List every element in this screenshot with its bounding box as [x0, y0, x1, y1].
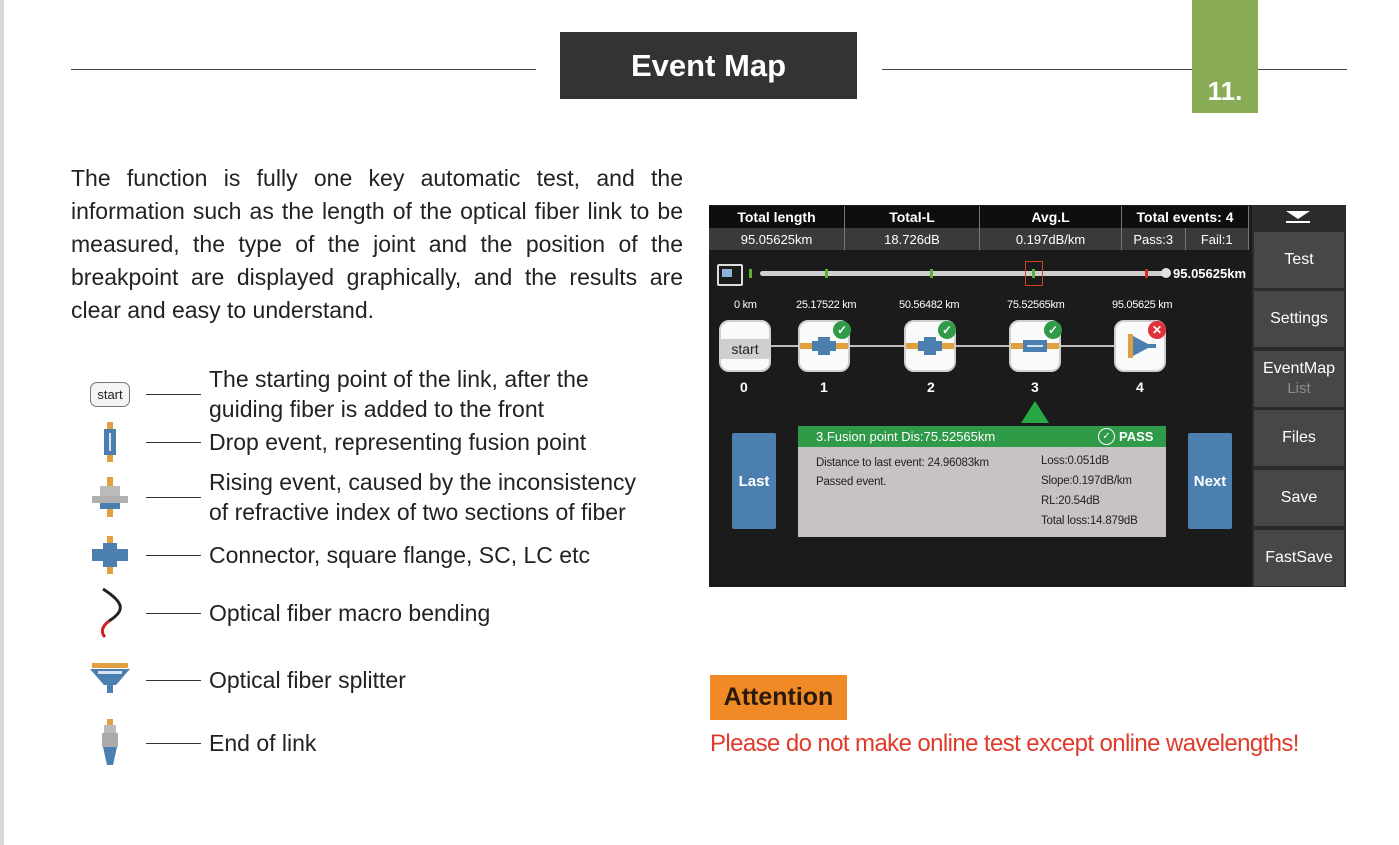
- trace-event-marker: [825, 269, 828, 278]
- summary-header-avg-loss: Avg.L: [980, 206, 1122, 228]
- event-start[interactable]: [719, 320, 771, 372]
- header-rule-left: [71, 69, 536, 70]
- summary-header-total-events: Total events: 4: [1122, 206, 1249, 228]
- page-title: Event Map: [560, 32, 857, 99]
- legend-item-rising-event: [86, 467, 636, 527]
- event-detail-title: 3.Fusion point Dis:75.52565km: [816, 429, 996, 444]
- legend-text: Connector, square flange, SC, LC etc: [209, 542, 590, 568]
- event-detail-header: [798, 426, 1166, 447]
- summary-value-total-loss: 18.726dB: [845, 228, 980, 250]
- legend-item-drop-event: [86, 422, 586, 462]
- legend-item-connector: [86, 536, 590, 574]
- event-detail-panel: [798, 447, 1166, 537]
- legend-text: End of link: [209, 730, 317, 756]
- summary-pass-count: Pass:3: [1122, 228, 1186, 250]
- legend-connector-line: [146, 442, 201, 443]
- summary-header-total-loss: Total-L: [845, 206, 980, 228]
- legend-text: Rising event, caused by the inconsistency of refractive index of two sections of fiber: [209, 469, 637, 525]
- macro-bending-icon: [86, 587, 134, 639]
- header-rule-right: [882, 69, 1347, 70]
- event-index-0: 0: [740, 379, 748, 395]
- event-distance-2: 50.56482 km: [899, 299, 960, 311]
- summary-table: [709, 206, 1249, 250]
- legend-text: Optical fiber splitter: [209, 667, 406, 693]
- drop-event-icon: [86, 422, 134, 462]
- trace-event-marker: [1145, 269, 1148, 278]
- trace-end-dot: [1161, 268, 1171, 278]
- detail-distance-to-last: Distance to last event: 24.96083km: [816, 457, 989, 469]
- attention-label: Attention: [710, 675, 847, 720]
- event-detail-status: PASS: [1119, 429, 1154, 444]
- next-button[interactable]: Next: [1188, 433, 1232, 529]
- event-distance-3: 75.52565km: [1007, 299, 1065, 311]
- pass-check-icon: ✓: [1044, 321, 1062, 339]
- summary-fail-count: Fail:1: [1200, 231, 1233, 247]
- page-number-tab: 11.: [1192, 0, 1258, 113]
- page-left-border: [0, 0, 4, 845]
- legend-item-macro-bending: [86, 587, 490, 639]
- legend-connector-line: [146, 743, 201, 744]
- otdr-device-icon: [717, 264, 743, 286]
- warning-text: Please do not make online test except online wavelengths!: [710, 730, 1299, 757]
- summary-value-total-length: 95.05625km: [709, 228, 845, 250]
- trace-event-marker: [749, 269, 752, 278]
- connector-icon: [800, 336, 848, 356]
- legend-text: The starting point of the link, after the guiding fiber is added to the front: [209, 366, 589, 422]
- detail-loss: Loss:0.051dB: [1041, 455, 1109, 467]
- detail-total-loss: Total loss:14.879dB: [1041, 515, 1138, 527]
- legend-item-splitter: [86, 663, 406, 697]
- legend-connector-line: [146, 555, 201, 556]
- pass-check-icon: ✓: [833, 321, 851, 339]
- legend-text: Optical fiber macro bending: [209, 600, 491, 626]
- splitter-icon: [86, 663, 134, 697]
- summary-header-total-length: Total length: [709, 206, 845, 228]
- summary-value-avg-loss: 0.197dB/km: [980, 228, 1122, 250]
- files-button[interactable]: Files: [1254, 410, 1344, 466]
- dropdown-arrow-icon[interactable]: [1286, 211, 1310, 219]
- save-button[interactable]: Save: [1254, 470, 1344, 526]
- rising-event-icon: [86, 477, 134, 517]
- event-index-1: 1: [820, 379, 828, 395]
- legend-connector-line: [146, 613, 201, 614]
- legend-text: Drop event, representing fusion point: [209, 429, 587, 455]
- connector-icon: [86, 536, 134, 574]
- connector-icon: [906, 336, 954, 356]
- detail-result: Passed event.: [816, 476, 887, 488]
- start-label: start: [719, 339, 771, 359]
- end-of-link-icon: [86, 719, 134, 767]
- legend-connector-line: [146, 394, 201, 395]
- trace-selection-box: [1025, 261, 1043, 286]
- intro-paragraph: The function is fully one key automatic test, and the information such as the length of the optical fiber link to be measured, the type of the joint and the position of the breakpoint are displayed graphically, and the results are clear and easy to understand.: [71, 165, 683, 323]
- event-distance-4: 95.05625 km: [1112, 299, 1173, 311]
- selected-event-pointer: [1021, 401, 1049, 423]
- legend-connector-line: [146, 680, 201, 681]
- drop-event-icon: [1011, 336, 1059, 356]
- start-icon: start: [86, 382, 134, 407]
- trace-overview-bar[interactable]: [760, 271, 1165, 276]
- dropdown-line: [1286, 221, 1310, 223]
- settings-button[interactable]: Settings: [1254, 291, 1344, 347]
- trace-event-marker: [930, 269, 933, 278]
- pass-circle-icon: ✓: [1098, 428, 1115, 445]
- last-button[interactable]: Last: [732, 433, 776, 529]
- event-distance-0: 0 km: [734, 299, 757, 311]
- eventmap-button[interactable]: EventMap List: [1254, 351, 1344, 407]
- detail-slope: Slope:0.197dB/km: [1041, 475, 1132, 487]
- fastsave-button[interactable]: FastSave: [1254, 530, 1344, 586]
- pass-check-icon: ✓: [938, 321, 956, 339]
- trace-length-label: 95.05625km: [1173, 266, 1247, 281]
- event-index-2: 2: [927, 379, 935, 395]
- fail-cross-icon: ✕: [1148, 321, 1166, 339]
- event-distance-1: 25.17522 km: [796, 299, 857, 311]
- legend-connector-line: [146, 497, 201, 498]
- event-index-3: 3: [1031, 379, 1039, 395]
- detail-rl: RL:20.54dB: [1041, 495, 1100, 507]
- event-index-4: 4: [1136, 379, 1144, 395]
- test-button[interactable]: Test: [1254, 232, 1344, 288]
- legend-item-end-of-link: [86, 719, 316, 767]
- legend-item-start: [86, 364, 589, 424]
